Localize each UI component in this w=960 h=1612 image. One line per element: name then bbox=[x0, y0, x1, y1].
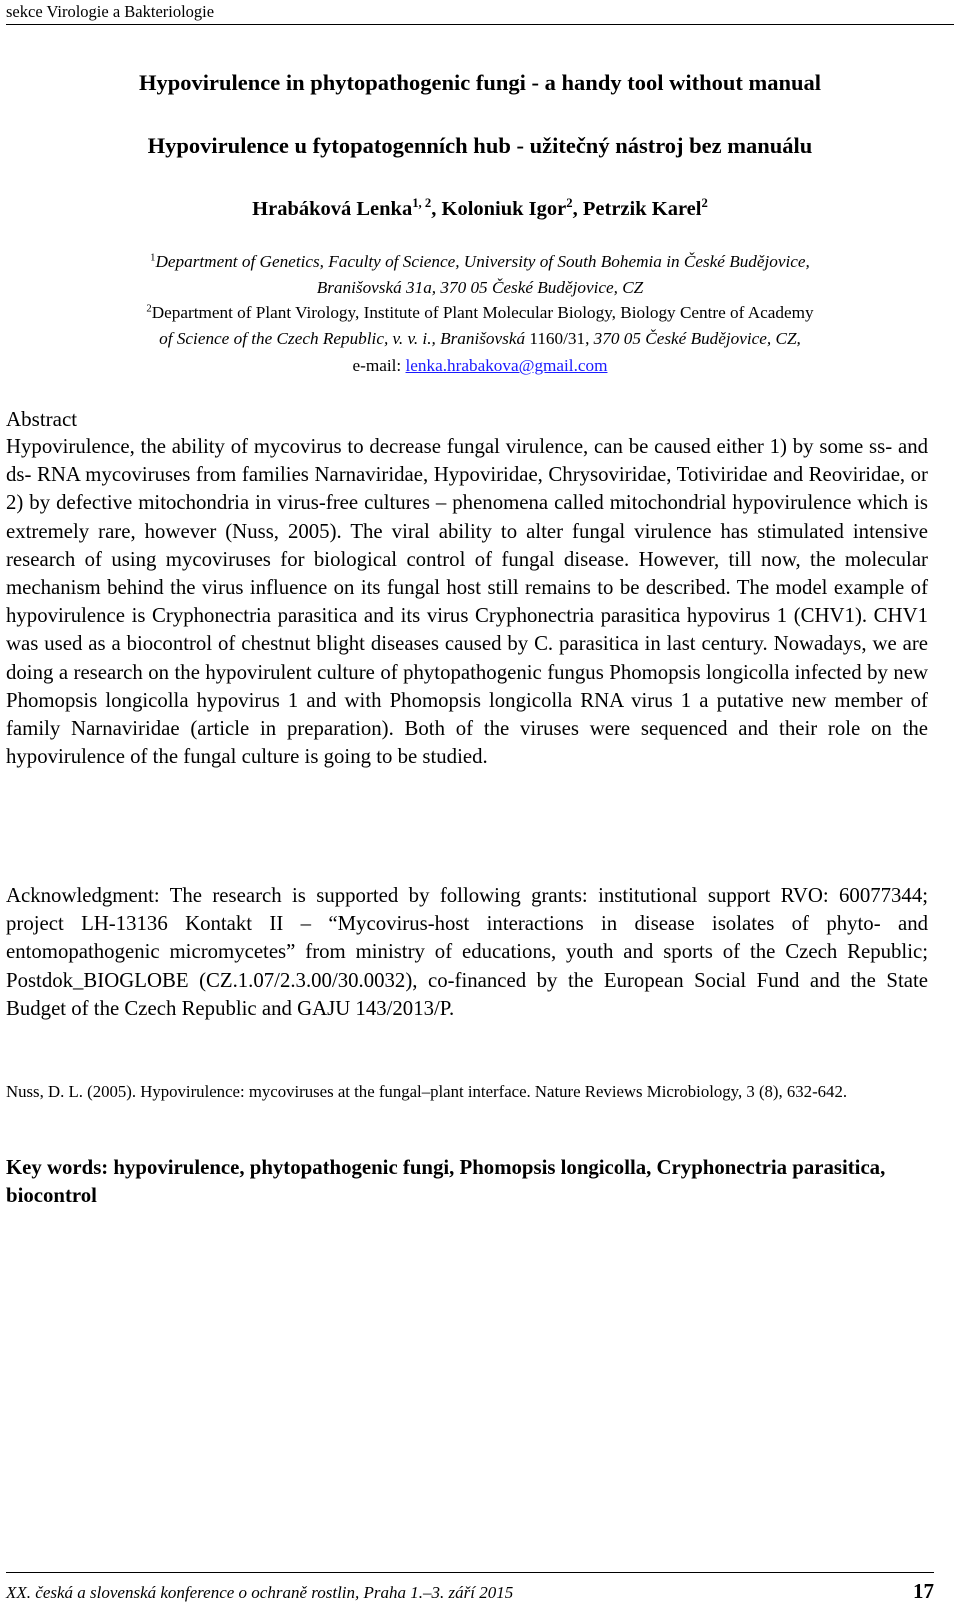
author-affiliation-mark: 2 bbox=[701, 196, 708, 211]
conference-name: XX. česká a slovenská konference o ochraně rostlin, Praha 1.–3. září 2015 bbox=[6, 1583, 514, 1602]
affiliation-mark: 2 bbox=[146, 303, 152, 315]
author-affiliation-mark: 1, 2 bbox=[412, 196, 432, 211]
running-header bbox=[6, 0, 954, 25]
author-name: Petrzik Karel bbox=[582, 198, 702, 220]
email-link[interactable]: lenka.hrabakova@gmail.com bbox=[405, 356, 608, 375]
affiliation-line: Department of Genetics, Faculty of Science, University of South Bohemia in České Budějovice, bbox=[155, 252, 810, 271]
abstract-heading: Abstract bbox=[6, 407, 78, 431]
title-czech: Hypovirulence u fytopatogenních hub - užitečný nástroj bez manuálu bbox=[147, 133, 813, 158]
author-list: Hrabáková Lenka$^{1, 2}$, Koloniuk Igor$^2$, Petrzik Karel$^2$ bbox=[252, 196, 708, 220]
abstract-text: Hypovirulence, the ability of mycovirus to decrease fungal virulence, can be caused either 1) by some ss- and ds- RNA mycoviruses from families Narnaviridae, Hypoviridae, Chrysoviridae, Totiviridae and Reoviridae, or 2) by defective mitochondria in virus-free cultures – phenomena called mitochondrial hypovirulence which is extremely rare, however (Nuss, 2005). The viral ability to alter fungal virulence has stimulated intensive research of using mycoviruses for biological control of fungal disease. However, till now, the molecular mechanism behind the virus influence on its fungal host still remains to be described. The model example of hypovirulence is Cryphonectria parasitica and its virus Cryphonectria parasitica hypovirus 1 (CHV1). CHV1 was used as a biocontrol of chestnut blight diseases caused by C. parasitica in last century. Nowadays, we are doing a research on the hypovirulent culture of phytopathogenic fungus Phomopsis longicolla infected by new Phomopsis longicolla hypovirus 1 and with Phomopsis longicolla RNA virus 1 a putative new member of family Narnaviridae (article in preparation). Both of the viruses were sequenced and their role on the hypovirulence of the fungal culture is going to be studied. bbox=[6, 435, 928, 769]
email-line bbox=[0, 353, 960, 379]
email-label: e-mail: bbox=[352, 356, 402, 375]
affiliation-line: Branišovská 31a, 370 05 České Budějovice, CZ bbox=[316, 277, 644, 297]
author-affiliation-mark: 2 bbox=[566, 196, 573, 211]
page-footer bbox=[6, 1572, 934, 1612]
section-name: sekce Virologie a Bakteriologie bbox=[6, 2, 215, 21]
author-name: Hrabáková Lenka bbox=[252, 198, 413, 220]
affiliation-line: Department of Plant Virology, Institute of Plant Molecular Biology, Biology Centre of Academy bbox=[151, 303, 814, 322]
acknowledgment-text: Acknowledgment: The research is supported by following grants: institutional support RVO: 60077344; project LH-13136 Kontakt II – “Mycovirus-host interactions in disease isolates of phyto- and entomopathogenic micromycetes” from ministry of educations, youth and sports of the Czech Republic; Postdok_BIOGLOBE (CZ.1.07/2.3.00/30.0032), co-financed by the European Social Fund and the State Budget of the Czech Republic and GAJU 143/2013/P. bbox=[6, 884, 928, 1020]
keywords: Key words: hypovirulence, phytopathogenic fungi, Phomopsis longicolla, Cryphonectria parasitica, biocontrol bbox=[6, 1156, 886, 1208]
affiliation-1 bbox=[30, 249, 930, 300]
reference-entry: Nuss, D. L. (2005). Hypovirulence: mycoviruses at the fungal–plant interface. Nature Reviews Microbiology, 3 (8), 632-642. bbox=[6, 1082, 848, 1101]
author-name: Koloniuk Igor bbox=[441, 198, 567, 220]
affiliation-number: 1160/31, bbox=[529, 328, 590, 348]
title-english: Hypovirulence in phytopathogenic fungi - a handy tool without manual bbox=[139, 70, 821, 95]
page-number: 17 bbox=[913, 1579, 934, 1603]
affiliation-line: 370 05 České Budějovice, CZ, bbox=[593, 328, 801, 348]
affiliation-mark: 1 bbox=[150, 252, 156, 264]
affiliation-2 bbox=[30, 300, 930, 351]
affiliation-line: of Science of the Czech Republic, v. v. i., Branišovská bbox=[159, 328, 526, 348]
